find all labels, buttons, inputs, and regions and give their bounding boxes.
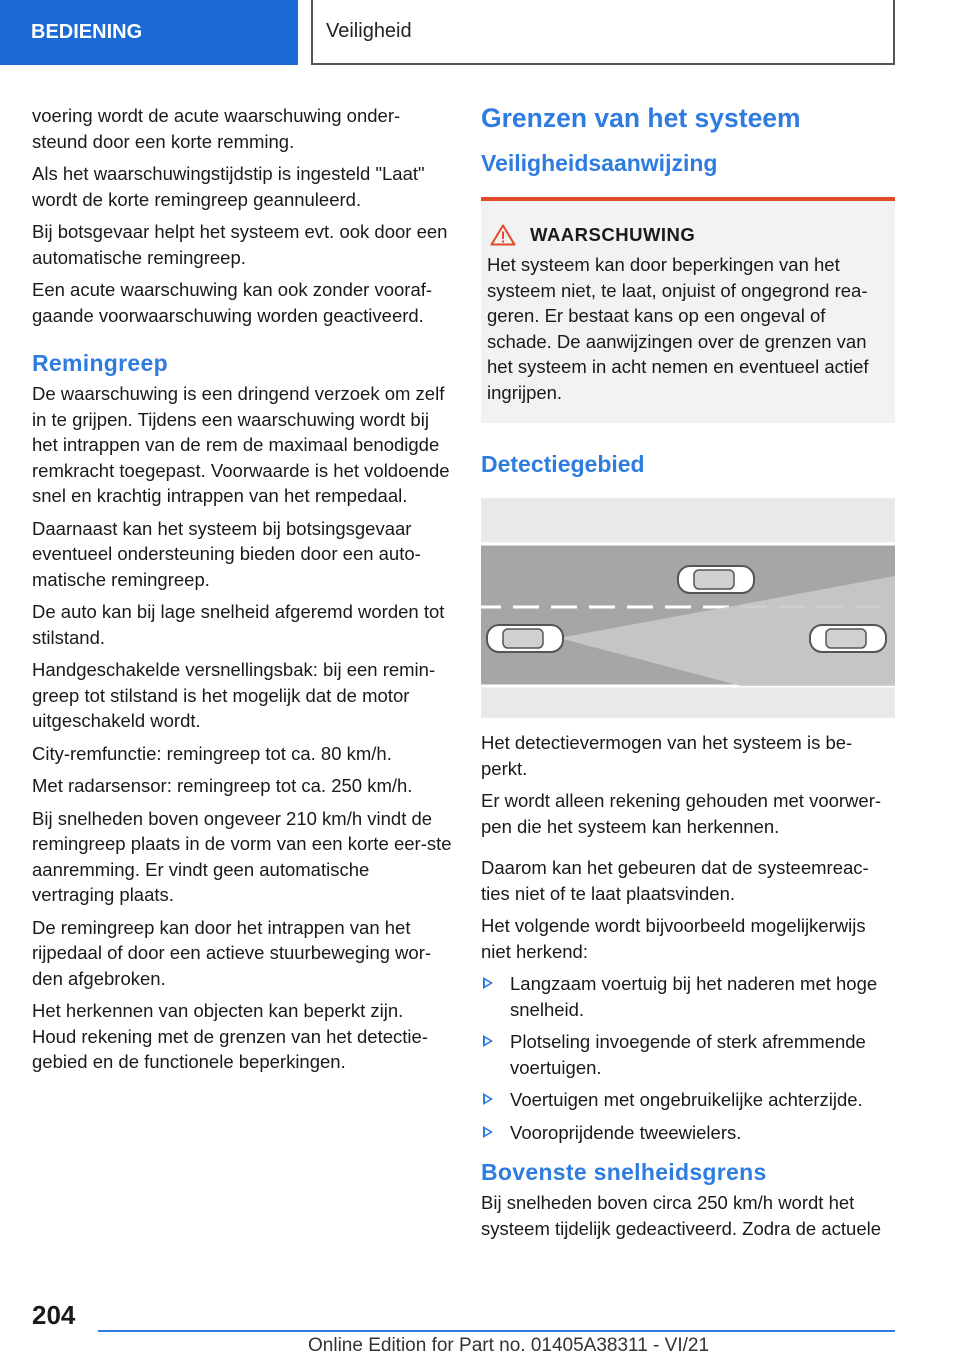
not-detected-list [481,971,895,1145]
footer-divider [98,1330,895,1332]
paragraph: Bij snelheden boven circa 250 km/h wordt het systeem tijdelijk gedeactiveerd. Zodra de actuele [481,1192,882,1239]
paragraph: Bij botsgevaar helpt het systeem evt. ook door een automatische remingreep. [32,221,448,268]
bullet-triangle-icon [483,977,493,989]
footer-edition: Online Edition for Part no. 01405A38311 - VI/21 [308,1335,710,1356]
car-adjacent-lane [678,566,754,593]
warning-title: WAARSCHUWING [530,224,696,245]
warning-header [487,224,889,246]
list-item: Voertuigen met ongebruikelijke achterzijde. [481,1087,895,1113]
header-section-tab [0,0,298,65]
paragraph: Handgeschakelde versnellingsbak: bij een remin-greep tot stilstand is het mogelijk dat de motor uitgeschakeld wordt. [32,659,436,731]
header-chapter-label: Veiligheid [326,20,412,42]
warning-box [481,197,895,423]
speed-limit-heading: Bovenste snelheidsgrens [481,1159,767,1185]
paragraph: Een acute waarschuwing kan ook zonder vooraf-gaande voorwaarschuwing worden geactiveerd. [32,279,433,326]
bullet-triangle-icon [483,1035,493,1047]
page-number: 204 [32,1300,76,1330]
paragraph: Het volgende wordt bijvoorbeeld mogelijkerwijs niet herkend: [481,915,866,962]
paragraph: De auto kan bij lage snelheid afgeremd worden tot stilstand. [32,601,445,648]
paragraph: voering wordt de acute waarschuwing onder-steund door een korte remming. [32,105,401,152]
paragraph: Als het waarschuwingstijdstip is ingesteld "Laat" wordt de korte remingreep geannuleerd. [32,163,425,210]
safety-heading: Veiligheidsaanwijzing [481,150,718,176]
paragraph: De remingreep kan door het intrappen van het rijpedaal of door een actieve stuurbeweging wor-den afgebroken. [32,916,432,989]
header-chapter [311,0,895,65]
paragraph: City-remfunctie: remingreep tot ca. 80 km/h. [32,742,392,764]
remingreep-heading: Remingreep [32,350,168,376]
warning-triangle-icon [490,224,516,246]
car-ahead [810,625,886,652]
paragraph: Het herkennen van objecten kan beperkt zijn. Houd rekening met de grenzen van het detectie-gebied en de functionele beperkingen. [32,1000,428,1072]
paragraph: Met radarsensor: remingreep tot ca. 250 km/h. [32,775,413,796]
section-title: Grenzen van het systeem [481,103,801,133]
paragraph: Daarom kan het gebeuren dat de systeemreac-ties niet of te laat plaatsvinden. [481,857,869,904]
list-item: Vooroprijdende tweewielers. [481,1120,895,1146]
left-column [32,103,452,1082]
detection-heading: Detectiegebied [481,451,645,477]
paragraph: Daarnaast kan het systeem bij botsingsgevaar eventueel ondersteuning bieden door een auto-matische remingreep. [32,517,421,590]
car-ego [487,625,563,652]
list-item: Langzaam voertuig bij het naderen met hoge snelheid. [481,971,895,1022]
warning-text: Het systeem kan door beperkingen van het systeem niet, te laat, onjuist of ongegrond rea-geren. Er bestaat kans op een ongeval of schade. De aanwijzingen over de grenzen van het systeem in acht nemen en eventueel actief ingrijpen. [487,254,869,403]
paragraph: Er wordt alleen rekening gehouden met voorwer-pen die het systeem kan herkennen. [481,790,882,837]
right-column [481,103,895,1248]
detection-area-illustration [481,498,895,718]
bullet-triangle-icon [483,1126,493,1138]
list-item: Plotseling invoegende of sterk afremmende voertuigen. [481,1029,895,1080]
bullet-triangle-icon [483,1093,493,1105]
paragraph: Het detectievermogen van het systeem is be-perkt. [481,732,853,779]
header-section-label: BEDIENING [31,21,143,43]
paragraph: Bij snelheden boven ongeveer 210 km/h vindt de remingreep plaats in de vorm van een korte eer-ste aanremming. Er vindt geen automatische vertraging plaats. [32,807,452,905]
paragraph: De waarschuwing is een dringend verzoek om zelf in te grijpen. Tijdens een waarschuwing wordt bij het intrappen van de rem de maximaal benodigde remkracht toegepast. Voorwaarde is het voldoende snel en krachtig intrappen van het rempedaal. [32,383,450,506]
